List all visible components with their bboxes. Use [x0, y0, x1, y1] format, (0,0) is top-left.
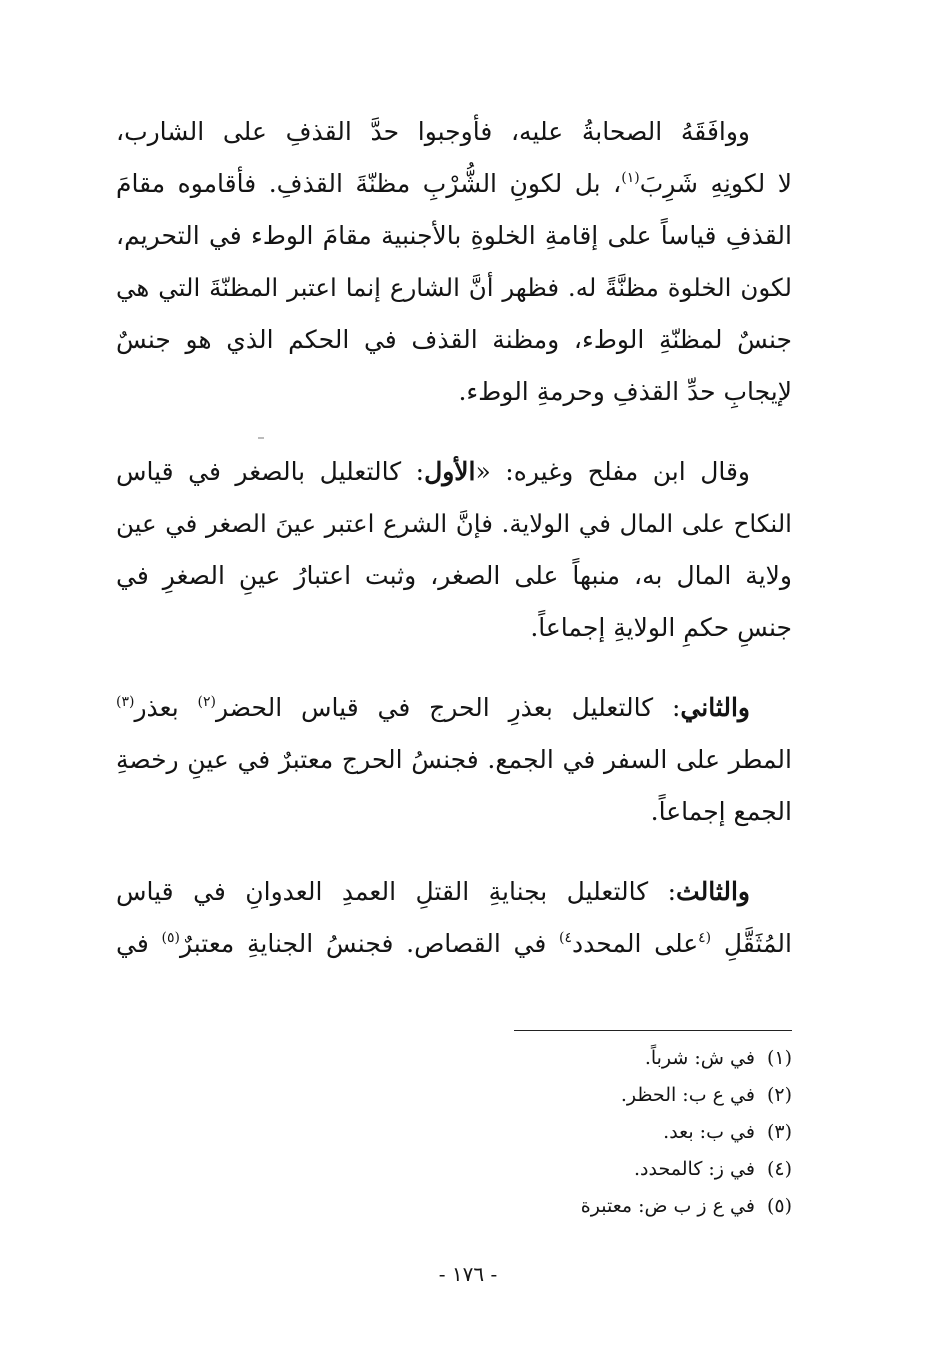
- text-span: ولاية المال به، منبهاً على الصغر، وثبت اعتبارُ عينِ الصغرِ في: [116, 561, 792, 590]
- footnote-text: في ع ز ب ض: معتبرة: [580, 1195, 755, 1217]
- text-span: لكون الخلوة مظنَّةً له. فظهر أنَّ الشارع إنما اعتبر المظنّةَ التي هي: [116, 273, 792, 302]
- footnote-4: [581, 1151, 792, 1188]
- paragraph-2-line-2: [116, 498, 792, 550]
- page-number: - ١٧٦ -: [438, 1262, 498, 1286]
- bold-term-third: والثالث: [676, 877, 750, 906]
- footnote-ref-5: (٥): [161, 930, 180, 946]
- paragraph-4-line-1: [116, 866, 792, 918]
- text-span: : كالتعليل بالصغر في قياس: [116, 457, 425, 486]
- text-span: لا لكونِهِ شَرِبَ: [639, 169, 792, 198]
- text-span: النكاح على المال في الولاية. فإنَّ الشرع اعتبر عينَ الصغر في عين: [116, 509, 792, 538]
- footnote-ref-4-close: ٤): [559, 930, 572, 946]
- text-span: في القصاص. فجنسُ الجنايةِ معتبرٌ: [179, 929, 559, 958]
- paragraph-2-line-3: [116, 550, 792, 602]
- text-span: الجمع إجماعاً.: [650, 797, 792, 826]
- paragraph-3-line-3: [116, 786, 792, 838]
- footnote-text: في ش: شرباً.: [644, 1047, 755, 1069]
- paragraph-2-line-4: [116, 602, 792, 654]
- bold-term-second: والثاني: [680, 693, 750, 722]
- footnote-ref-4-open: (٤: [698, 930, 712, 946]
- print-speck: [258, 437, 264, 439]
- footnote-separator: [514, 1030, 792, 1031]
- paragraph-1-line-6: [116, 366, 792, 418]
- paragraph-4-line-2: [116, 918, 792, 970]
- footnote-number: (١): [766, 1047, 792, 1069]
- footnote-5: [581, 1188, 792, 1225]
- text-span: لإيجابِ حدِّ القذفِ وحرمةِ الوطء.: [458, 377, 792, 406]
- paragraph-1-line-3: [116, 210, 792, 262]
- footnote-3: [581, 1114, 792, 1151]
- paragraph-3-line-1: [116, 682, 792, 734]
- text-span: ، بل لكونِ الشُّرْبِ مظنّةَ القذفِ. فأقاموه مقامَ: [116, 169, 622, 198]
- text-span: وقال ابن مفلح وغيره: «: [475, 457, 750, 486]
- text-span: بعذر: [134, 693, 198, 722]
- footnote-number: (٤): [766, 1158, 792, 1180]
- paragraph-3-line-2: [116, 734, 792, 786]
- text-span: : كالتعليل بجنايةِ القتلِ العمدِ العدوانِ في قياس: [116, 877, 677, 906]
- text-span: : كالتعليل بعذرِ الحرج في قياس الحضر: [216, 693, 681, 722]
- paragraph-1-line-4: [116, 262, 792, 314]
- paragraph-gap: [116, 654, 792, 682]
- text-span: في: [116, 929, 162, 958]
- text-span: المُثَقَّلِ: [711, 929, 792, 958]
- footnote-ref-2: (٢): [197, 694, 216, 710]
- footnote-number: (٥): [766, 1195, 792, 1217]
- footnotes: [581, 1040, 792, 1225]
- bold-term-first: الأول: [424, 457, 476, 486]
- footnote-text: في ز: كالمحدد.: [634, 1158, 755, 1180]
- footnote-number: (٢): [766, 1084, 792, 1106]
- main-text: [116, 106, 792, 970]
- footnote-ref-1: (١): [621, 170, 640, 186]
- text-span: على المحدد: [572, 929, 699, 958]
- paragraph-gap: [116, 418, 792, 446]
- footnote-2: [581, 1077, 792, 1114]
- paragraph-gap: [116, 838, 792, 866]
- paragraph-1-line-1: [116, 106, 792, 158]
- footnote-number: (٣): [766, 1121, 792, 1143]
- text-span: جنسِ حكمِ الولايةِ إجماعاً.: [530, 613, 792, 642]
- footnote-text: في ب: بعد.: [663, 1121, 755, 1143]
- footnote-text: في ع ب: الحظر.: [620, 1084, 755, 1106]
- text-span: القذفِ قياساً على إقامةِ الخلوةِ بالأجنبية مقامَ الوطء في التحريم،: [116, 221, 792, 250]
- text-span: جنسٌ لمظنّةِ الوطء، ومظنة القذف في الحكم الذي هو جنسٌ: [116, 325, 792, 354]
- footnote-ref-3: (٣): [116, 694, 135, 710]
- text-span: ووافَقَهُ الصحابةُ عليه، فأوجبوا حدَّ القذفِ على الشارب،: [116, 117, 750, 146]
- paragraph-1-line-2: [116, 158, 792, 210]
- paragraph-2-line-1: [116, 446, 792, 498]
- footnote-1: [581, 1040, 792, 1077]
- text-span: المطر على السفر في الجمع. فجنسُ الحرج معتبرٌ في عينِ رخصةِ: [116, 745, 792, 774]
- paragraph-1-line-5: [116, 314, 792, 366]
